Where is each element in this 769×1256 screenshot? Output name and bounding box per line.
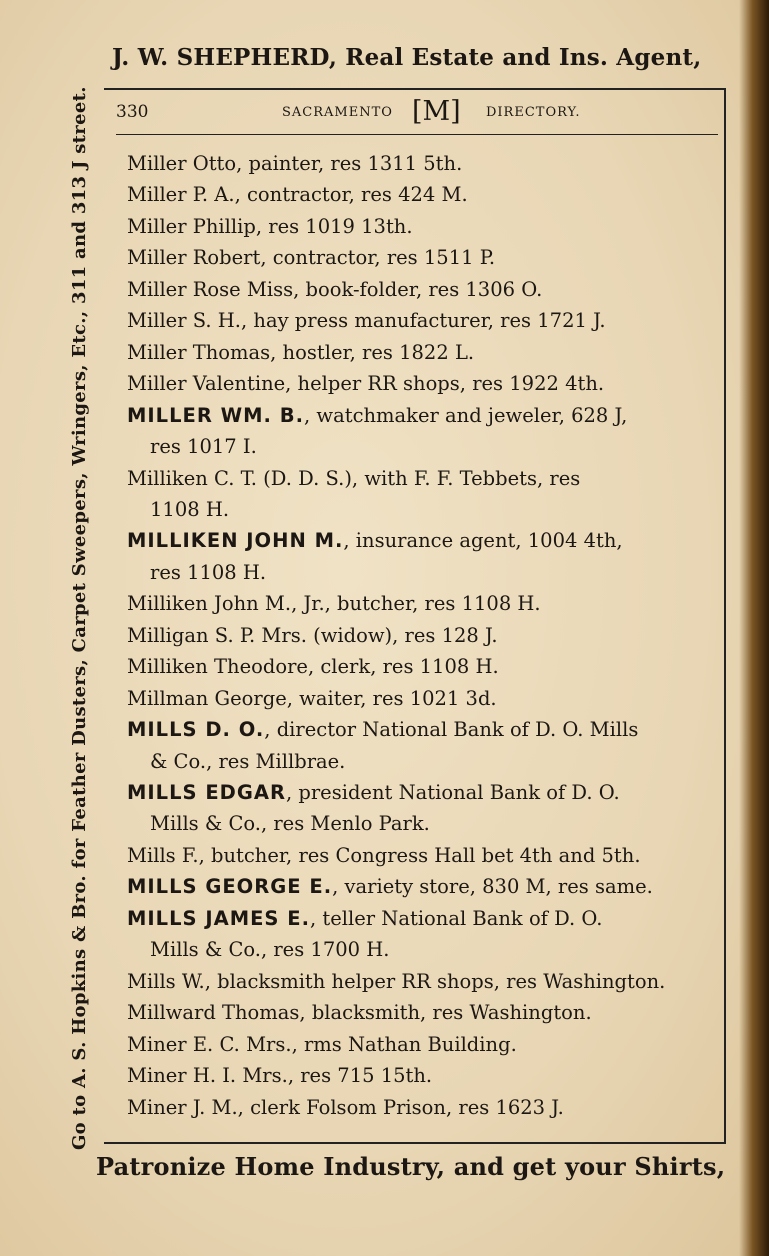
entry-text: , insurance agent, 1004 4th, (343, 529, 623, 553)
entry-text: Miller Rose Miss, book-folder, res 1306 O. (127, 277, 543, 301)
directory-entry (127, 589, 541, 619)
entry-text: Mills W., blacksmith helper RR shops, res Washington. (127, 969, 666, 993)
directory-entry (150, 935, 389, 965)
header-directory: DIRECTORY. (486, 105, 581, 120)
running-header (116, 96, 716, 128)
entry-text: Mills & Co., res 1700 H. (150, 938, 390, 962)
page-number: 330 (116, 102, 149, 122)
top-advertisement: J. W. SHEPHERD, Real Estate and Ins. Agent, (112, 44, 702, 71)
entry-name-bold: MILLIKEN JOHN M. (127, 529, 344, 553)
directory-entry (127, 1061, 432, 1091)
entry-text: Mills & Co., res Menlo Park. (150, 812, 430, 836)
directory-entry (127, 904, 602, 934)
directory-entry (150, 809, 430, 839)
entry-text: Millward Thomas, blacksmith, res Washington. (127, 1001, 592, 1025)
entry-text: Miner H. I. Mrs., res 715 15th. (127, 1064, 433, 1088)
directory-entry (127, 715, 638, 745)
entry-text: , director National Bank of D. O. Mills (264, 718, 639, 742)
directory-entry (127, 149, 462, 179)
entry-text: Miner J. M., clerk Folsom Prison, res 1623 J. (127, 1095, 564, 1119)
entry-text: Miller Valentine, helper RR shops, res 1922 4th. (127, 372, 605, 396)
entry-text: , teller National Bank of D. O. (309, 906, 603, 930)
page-edge-shadow (739, 0, 769, 1256)
directory-entry (127, 526, 623, 556)
directory-entry (127, 212, 413, 242)
entry-text: Miner E. C. Mrs., rms Nathan Building. (127, 1032, 517, 1056)
entry-text: Miller S. H., hay press manufacturer, res 1721 J. (127, 309, 606, 333)
bottom-advertisement: Patronize Home Industry, and get your Shirts, (96, 1152, 726, 1181)
entry-text: res 1017 I. (150, 435, 257, 459)
entry-text: Milliken John M., Jr., butcher, res 1108 H. (127, 592, 541, 616)
entry-text: Mills F., butcher, res Congress Hall bet 4th and 5th. (127, 843, 641, 867)
directory-entry (127, 621, 498, 651)
directory-entry (127, 464, 580, 494)
directory-entry (127, 652, 499, 682)
entry-text: Milliken Theodore, clerk, res 1108 H. (127, 655, 499, 679)
directory-entry (150, 432, 257, 462)
header-letter: [M] (412, 96, 461, 127)
directory-entry (127, 1030, 517, 1060)
directory-entry (127, 998, 592, 1028)
entry-text: Miller P. A., contractor, res 424 M. (127, 183, 468, 207)
directory-entry (150, 747, 345, 777)
entry-text: Miller Robert, contractor, res 1511 P. (127, 246, 496, 270)
entry-text: , president National Bank of D. O. (285, 781, 620, 804)
entry-name-bold: MILLER WM. B. (127, 403, 305, 427)
directory-entry (127, 684, 497, 714)
directory-entry (127, 306, 606, 336)
entry-text: , watchmaker and jeweler, 628 J, (304, 403, 628, 427)
side-advertisement: Go to A. S. Hopkins & Bro. for Feather Dusters, Carpet Sweepers, Wringers, Etc., 311 and 313 J street. (69, 86, 90, 1150)
entry-text: Milliken C. T. (D. D. S.), with F. F. Tebbets, res (127, 466, 581, 490)
entry-name-bold: MILLS JAMES E. (127, 906, 310, 930)
entry-text: Miller Otto, painter, res 1311 5th. (127, 152, 463, 175)
entry-text: Millman George, waiter, res 1021 3d. (127, 686, 497, 710)
header-city: SACRAMENTO (282, 105, 393, 120)
directory-entry (150, 558, 266, 588)
entry-text: & Co., res Millbrae. (150, 749, 346, 773)
entry-text: Miller Thomas, hostler, res 1822 L. (127, 340, 475, 364)
entry-name-bold: MILLS D. O. (127, 718, 265, 742)
directory-entry (127, 1093, 564, 1123)
entry-name-bold: MILLS GEORGE E. (127, 875, 333, 899)
entry-text: Milligan S. P. Mrs. (widow), res 128 J. (127, 623, 498, 647)
entry-text: 1108 H. (150, 497, 230, 521)
directory-entry (127, 967, 665, 997)
directory-entry (127, 401, 627, 431)
entry-text: , variety store, 830 M, res same. (332, 875, 653, 899)
directory-entry (150, 495, 229, 525)
entry-text: res 1108 H. (150, 560, 267, 584)
directory-entry (127, 338, 474, 368)
header-rule (116, 134, 718, 135)
directory-entry (127, 369, 604, 399)
directory-entry (127, 841, 641, 871)
directory-entry (127, 243, 495, 273)
entry-text: Miller Phillip, res 1019 13th. (127, 214, 413, 238)
directory-entry (127, 180, 468, 210)
entry-name-bold: MILLS EDGAR (127, 781, 286, 804)
directory-entry (127, 275, 542, 305)
directory-entry (127, 778, 620, 808)
directory-entry (127, 872, 653, 902)
